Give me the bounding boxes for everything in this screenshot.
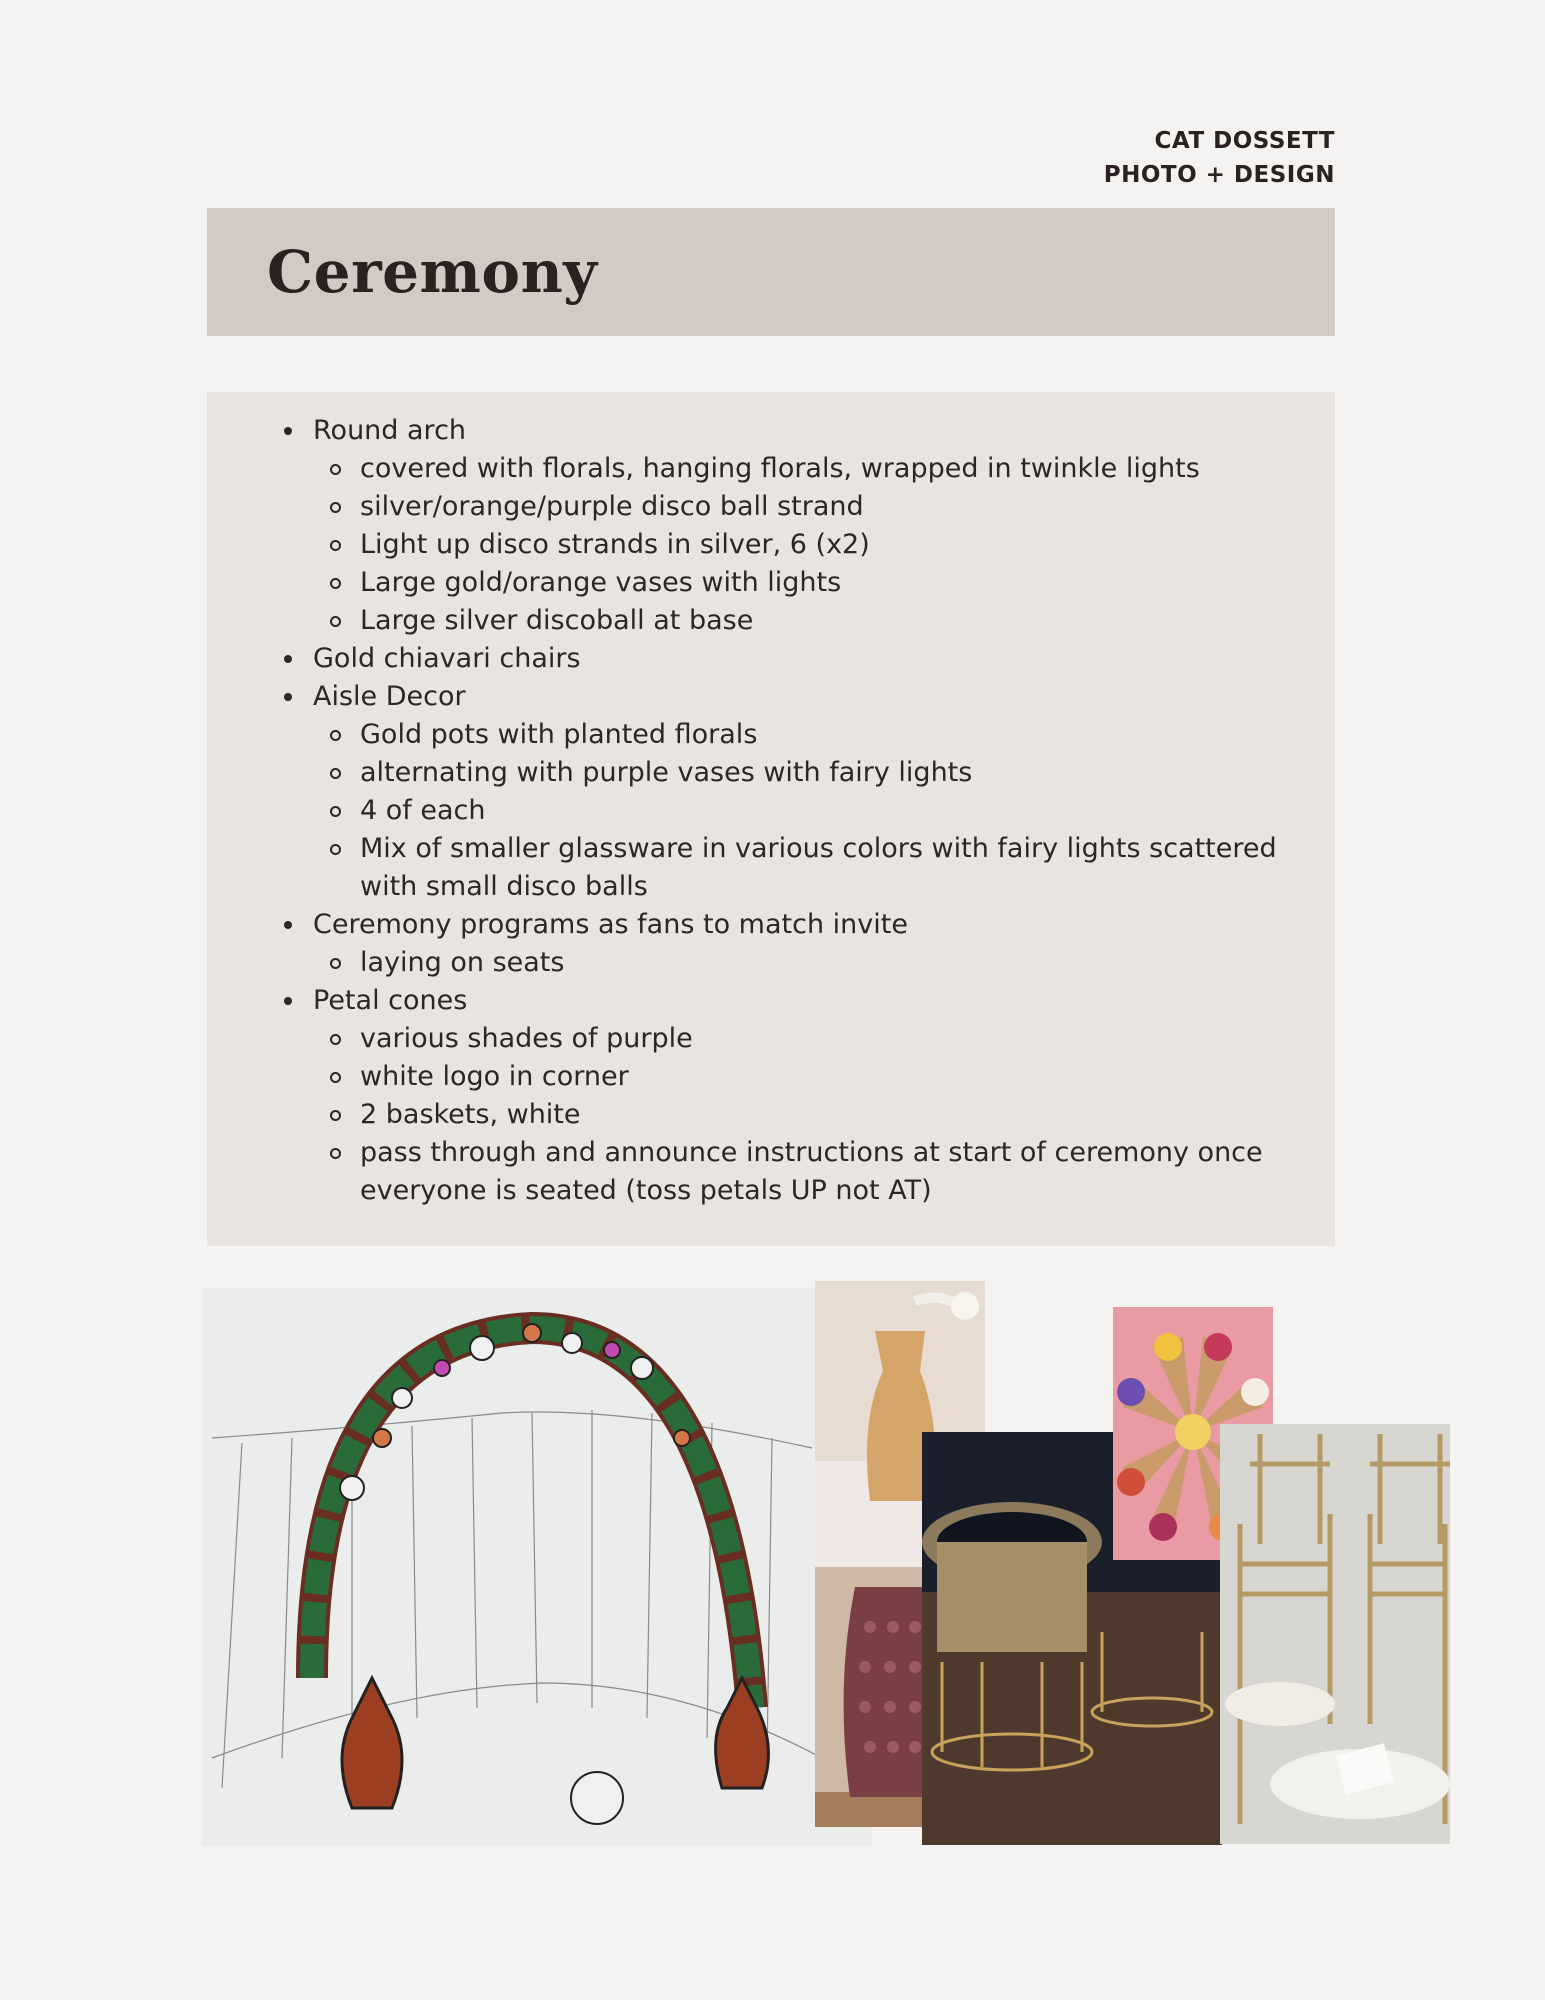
sub-list-item: covered with florals, hanging florals, wrapped in twinkle lights <box>360 450 1293 488</box>
sub-list <box>313 1020 1293 1210</box>
sub-list <box>313 716 1293 906</box>
brand-tagline: PHOTO + DESIGN <box>1103 162 1335 188</box>
list-item-text: Aisle Decor <box>313 681 466 712</box>
sub-list-item: silver/orange/purple disco ball strand <box>360 488 1293 526</box>
list-item-text: Gold chiavari chairs <box>313 643 581 674</box>
list-item <box>313 982 1293 1210</box>
list-item-text: Ceremony programs as fans to match invite <box>313 909 908 940</box>
list-item <box>313 678 1293 906</box>
sub-list-item: Light up disco strands in silver, 6 (x2) <box>360 526 1293 564</box>
sub-list <box>313 944 1293 982</box>
sub-list <box>313 450 1293 640</box>
sub-list-item: 2 baskets, white <box>360 1096 1293 1134</box>
sub-list-item: white logo in corner <box>360 1058 1293 1096</box>
chiavari-chairs-image <box>1220 1424 1450 1844</box>
list-item <box>313 412 1293 640</box>
ceremony-list <box>313 412 1293 1210</box>
sub-list-item: Mix of smaller glassware in various colors with fairy lights scattered with small disco balls <box>360 830 1293 906</box>
title-band <box>207 208 1335 336</box>
list-item <box>313 906 1293 982</box>
sub-list-item: various shades of purple <box>360 1020 1293 1058</box>
sub-list-item: alternating with purple vases with fairy lights <box>360 754 1293 792</box>
content-box <box>207 392 1335 1246</box>
sub-list-item: pass through and announce instructions at start of ceremony once everyone is seated (toss petals UP not AT) <box>360 1134 1293 1210</box>
sub-list-item: Gold pots with planted florals <box>360 716 1293 754</box>
brand-header <box>1104 124 1335 192</box>
list-item-text: Round arch <box>313 415 467 446</box>
sub-list-item: laying on seats <box>360 944 1293 982</box>
page-title: Ceremony <box>267 238 598 306</box>
list-item-text: Petal cones <box>313 985 468 1016</box>
brand-name: CAT DOSSETT <box>1154 128 1335 154</box>
sub-list-item: Large silver discoball at base <box>360 602 1293 640</box>
sub-list-item: Large gold/orange vases with lights <box>360 564 1293 602</box>
sub-list-item: 4 of each <box>360 792 1293 830</box>
list-item <box>313 640 1293 678</box>
arch-sketch-image <box>202 1288 872 1846</box>
